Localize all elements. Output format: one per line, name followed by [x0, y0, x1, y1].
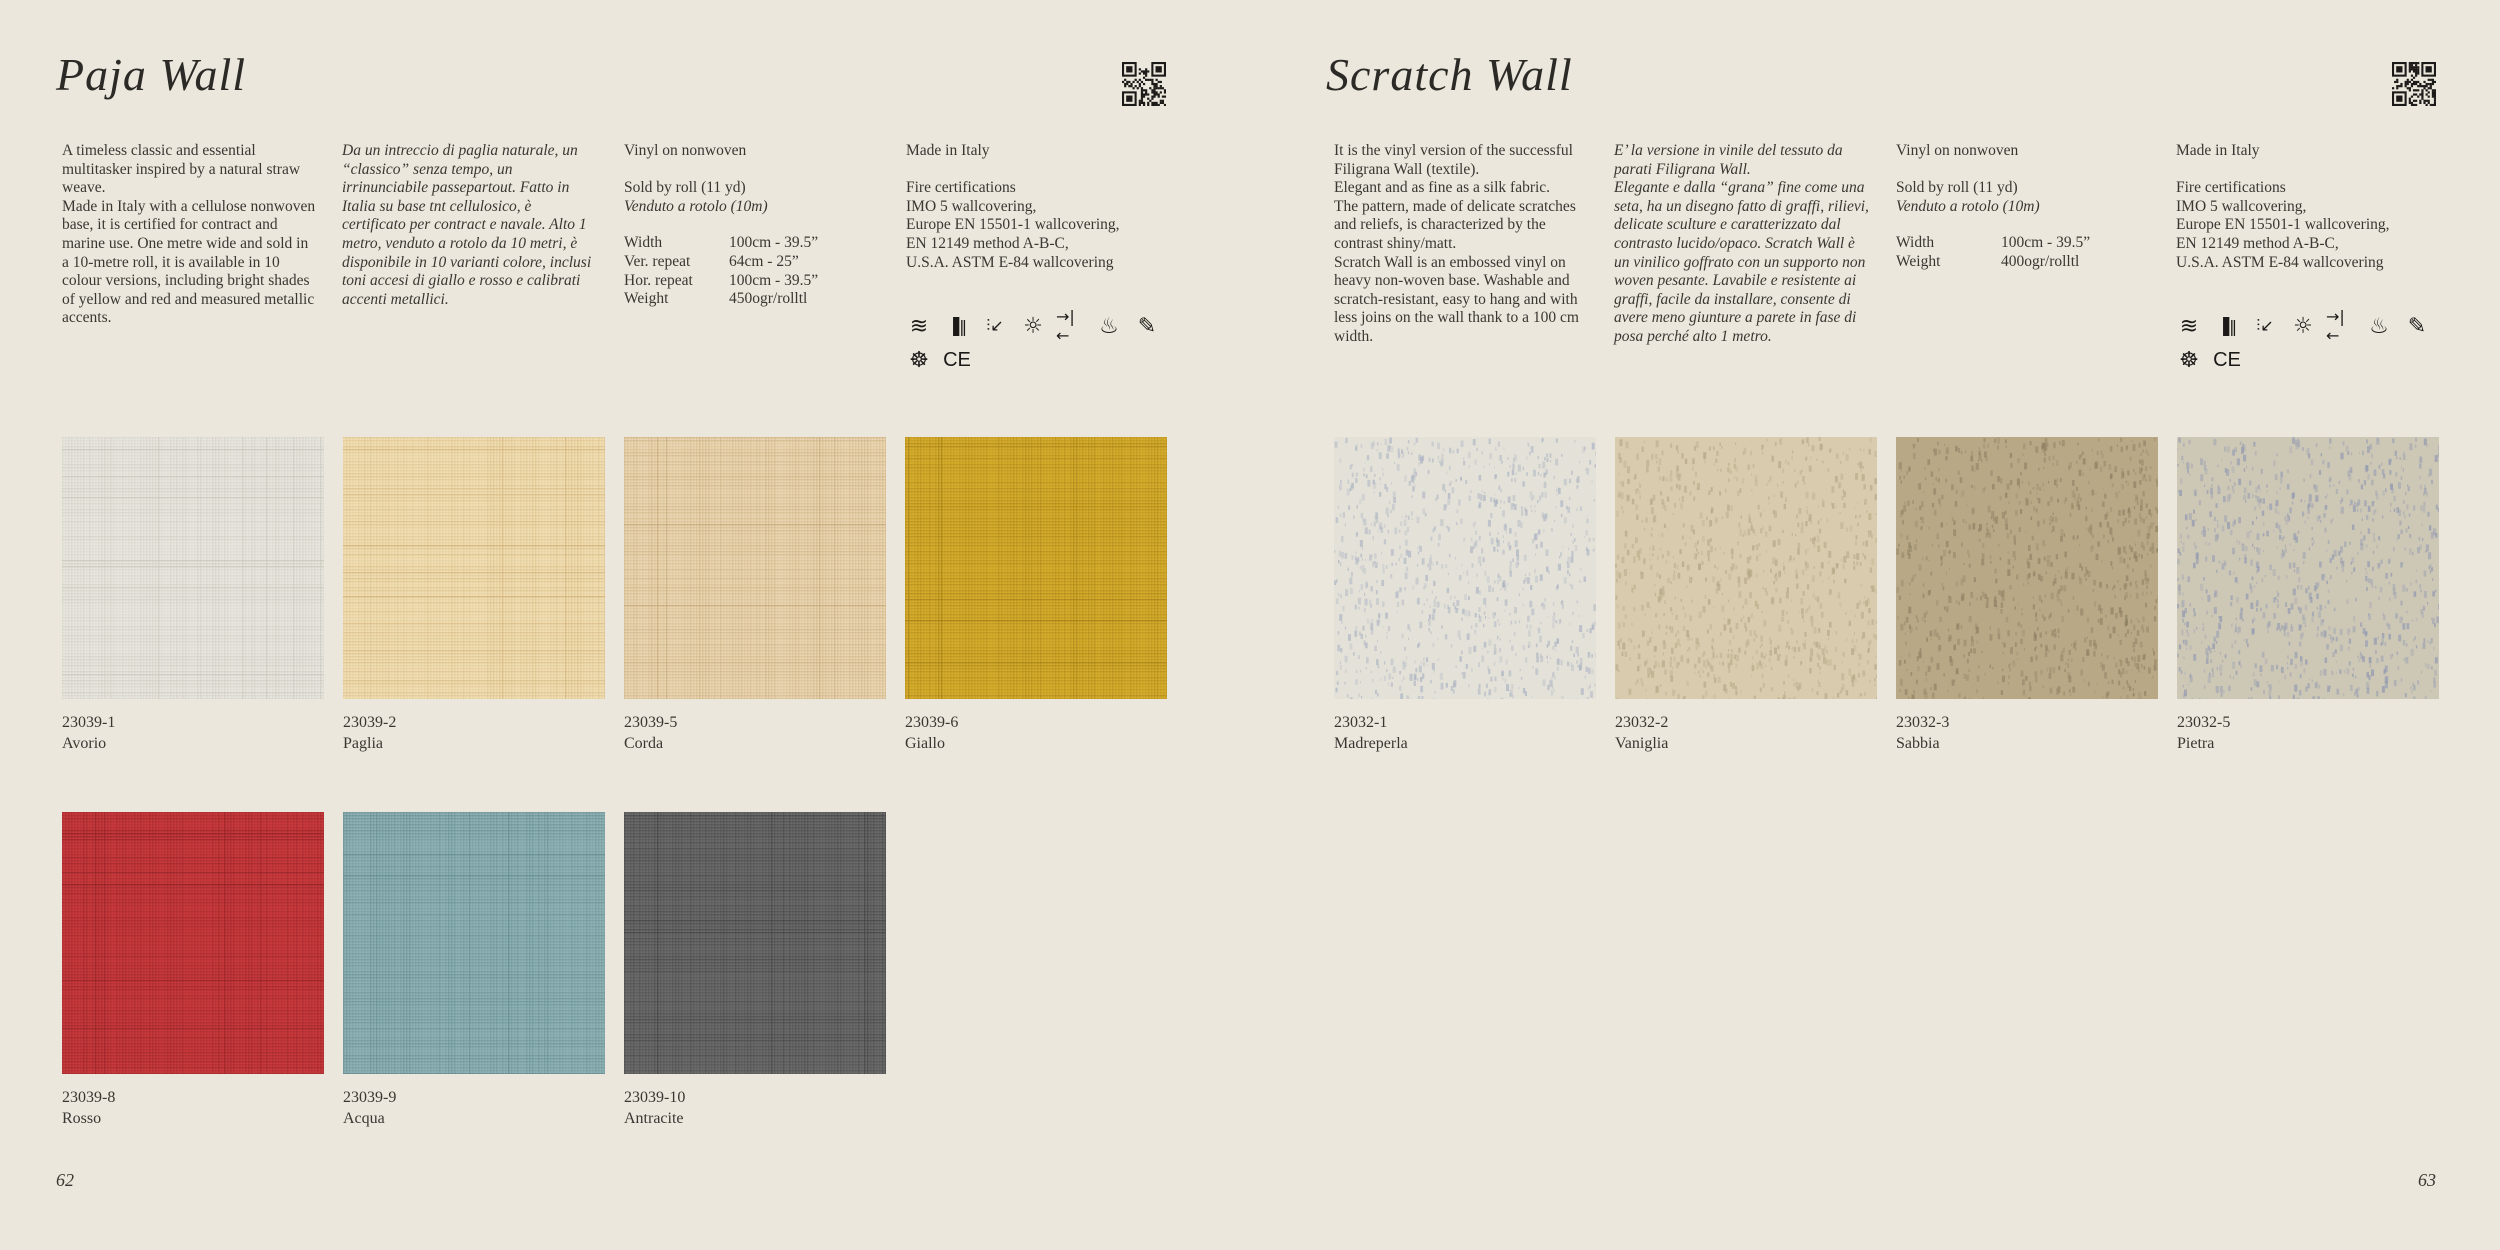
certifications [906, 142, 1176, 272]
spec-row [1896, 253, 2090, 272]
spec-key: Weight [1896, 252, 1941, 270]
color-swatch[interactable] [624, 812, 886, 1074]
swatch-label [1615, 712, 1668, 754]
bars-icon: ▐‖ [946, 316, 968, 336]
swatch-name: Corda [624, 735, 664, 752]
fire-line: IMO 5 wallcovering, [2176, 197, 2307, 215]
swatch-name: Avorio [62, 735, 107, 752]
sun-icon: ☼ [1023, 313, 1043, 339]
swatch-label [624, 1087, 685, 1129]
spec-key: Hor. repeat [624, 271, 693, 289]
description-text: It is the vinyl version of the successful Filigrana Wall (textile). Elegant and as fine as a silk fabric. The pattern, made of delicate scratches and reliefs, is characterized by the contrast shiny/matt. Scratch Wall is an embossed vinyl on heavy non-woven base. Washable and scratch-resistant, easy to hang and with less joins on the wall thank to a 100 cm width. [1334, 142, 1579, 345]
sold-by: Sold by roll (11 yd) [624, 179, 746, 197]
fire-title: Fire certifications [906, 179, 1016, 197]
spec-key: Width [1896, 234, 1935, 252]
feature-icons [2174, 307, 2444, 374]
waves-icon: ≋ [909, 313, 929, 339]
color-swatch[interactable] [62, 437, 324, 699]
spec-row [624, 272, 818, 291]
waves-icon: ≋ [2179, 313, 2199, 339]
product-title: Scratch Wall [1326, 49, 1573, 100]
ce-mark-icon: CE [943, 348, 971, 371]
fire-line: Europe EN 15501-1 wallcovering, [906, 216, 1120, 234]
swatch-code: 23032-5 [2177, 714, 2231, 731]
swatch-name: Vaniglia [1615, 735, 1669, 752]
spec-row [624, 234, 818, 253]
fire-icon: ♨ [2369, 313, 2389, 339]
swatch-name: Madreperla [1334, 735, 1408, 752]
swatch-name: Antracite [624, 1110, 684, 1127]
color-swatch[interactable] [62, 812, 324, 1074]
color-swatch[interactable] [905, 437, 1167, 699]
brush-icon: ✎ [1137, 313, 1157, 339]
swatch-label [2177, 712, 2230, 754]
color-swatch[interactable] [624, 437, 886, 699]
sold-by: Sold by roll (11 yd) [1896, 179, 2018, 197]
swatch-code: 23039-10 [624, 1089, 686, 1106]
feature-icons [904, 307, 1174, 374]
color-swatch[interactable] [1896, 437, 2158, 699]
color-swatch[interactable] [2177, 437, 2439, 699]
description-text: E’ la versione in vinile del tessuto da parati Filigrana Wall. Elegante e dalla “grana” fine come una seta, ha un disegno fatto di graffi, rilievi, delicate sculture e caratterizzato dal contrasto lucido/opaco. Scratch Wall è un vinilico goffrato con un supporto non woven pesante. Lavabile e resistente ai graffi, facile da installare, consente di avere meno giunture a parete in fase di posa perché alto 1 metro. [1614, 142, 1869, 345]
certifications [2176, 142, 2446, 272]
color-swatch[interactable] [1615, 437, 1877, 699]
swatch-code: 23039-2 [343, 714, 397, 731]
page-number: 63 [2418, 1170, 2436, 1190]
fire-title: Fire certifications [2176, 179, 2286, 197]
swatch-code: 23039-9 [343, 1089, 397, 1106]
specifications [624, 142, 889, 309]
color-swatch[interactable] [343, 437, 605, 699]
description-english [62, 142, 317, 328]
specifications [1896, 142, 2161, 272]
spec-table [624, 234, 818, 308]
swatch-name: Giallo [905, 735, 945, 752]
material: Vinyl on nonwoven [624, 142, 747, 159]
spec-row [624, 253, 818, 272]
qr-code-icon[interactable] [2392, 62, 2436, 106]
fire-line: U.S.A. ASTM E-84 wallcovering [906, 253, 1114, 271]
description-italian [342, 142, 597, 309]
spec-row [624, 290, 818, 309]
made-in: Made in Italy [2176, 142, 2260, 159]
description-text: A timeless classic and essential multitasker inspired by a natural straw weave. Made in Italy with a cellulose nonwoven base, it is certified for contract and marine use. One metre wide and sold in a 10-metre roll, it is available in 10 colour versions, including bright shades of yellow and red and measured metallic accents. [62, 142, 316, 327]
swatch-code: 23039-1 [62, 714, 116, 731]
description-text: Da un intreccio di paglia naturale, un “classico” senza tempo, un irrinunciabile passepartout. Fatto in Italia su base tnt cellulosico, è certificato per contract e navale. Alto 1 metro, venduto a rotolo da 10 metri, è disponibile in 10 varianti colore, inclusi toni accesi di giallo e rosso e calibrati accenti metallici. [342, 142, 592, 308]
wall-hang-icon: ⫶↙ [2256, 316, 2274, 335]
spec-value: 64cm - 25” [729, 252, 799, 270]
swatch-name: Paglia [343, 735, 383, 752]
spec-key: Ver. repeat [624, 252, 691, 270]
swatch-code: 23039-8 [62, 1089, 116, 1106]
sold-by-italian: Venduto a rotolo (10m) [1896, 197, 2040, 215]
spec-key: Width [624, 234, 663, 252]
swatch-name: Pietra [2177, 735, 2215, 752]
spec-key: Weight [624, 290, 669, 308]
fire-line: Europe EN 15501-1 wallcovering, [2176, 216, 2390, 234]
description-english [1334, 142, 1589, 347]
page-number: 62 [56, 1170, 74, 1190]
qr-code-icon[interactable] [1122, 62, 1166, 106]
bars-icon: ▐‖ [2216, 316, 2238, 336]
color-swatch[interactable] [1334, 437, 1596, 699]
material: Vinyl on nonwoven [1896, 142, 2019, 159]
product-title: Paja Wall [56, 49, 247, 100]
swatch-label [343, 1087, 396, 1129]
spec-value: 450ogr/rolltl [729, 290, 808, 308]
fire-line: EN 12149 method A-B-C, [2176, 234, 2339, 252]
spec-value: 400ogr/rolltl [2001, 252, 2080, 270]
swatch-name: Rosso [62, 1110, 102, 1127]
swatch-code: 23032-2 [1615, 714, 1669, 731]
swatch-name: Sabbia [1896, 735, 1940, 752]
swatch-code: 23039-5 [624, 714, 678, 731]
ship-wheel-icon: ☸ [2179, 347, 2199, 373]
swatch-code: 23039-6 [905, 714, 959, 731]
swatch-name: Acqua [343, 1110, 385, 1127]
swatch-label [624, 712, 677, 754]
wall-hang-icon: ⫶↙ [986, 316, 1004, 335]
join-icon: →|← [1056, 307, 1075, 345]
swatch-code: 23032-3 [1896, 714, 1950, 731]
swatch-label [905, 712, 958, 754]
right-page [1250, 0, 2500, 1250]
swatch-code: 23032-1 [1334, 714, 1388, 731]
spec-row [1896, 234, 2090, 253]
ship-wheel-icon: ☸ [909, 347, 929, 373]
spec-value: 100cm - 39.5” [729, 234, 819, 252]
made-in: Made in Italy [906, 142, 990, 159]
fire-line: EN 12149 method A-B-C, [906, 234, 1069, 252]
fire-line: IMO 5 wallcovering, [906, 197, 1037, 215]
sun-icon: ☼ [2293, 313, 2313, 339]
brush-icon: ✎ [2407, 313, 2427, 339]
swatch-label [62, 712, 115, 754]
fire-line: U.S.A. ASTM E-84 wallcovering [2176, 253, 2384, 271]
ce-mark-icon: CE [2213, 348, 2241, 371]
swatch-label [62, 1087, 115, 1129]
swatch-label [1896, 712, 1949, 754]
swatch-label [1334, 712, 1408, 754]
swatch-label [343, 712, 396, 754]
spec-table [1896, 234, 2090, 271]
description-italian [1614, 142, 1869, 347]
spec-value: 100cm - 39.5” [729, 271, 819, 289]
sold-by-italian: Venduto a rotolo (10m) [624, 197, 768, 215]
color-swatch[interactable] [343, 812, 605, 1074]
join-icon: →|← [2326, 307, 2345, 345]
spec-value: 100cm - 39.5” [2001, 234, 2091, 252]
fire-icon: ♨ [1099, 313, 1119, 339]
